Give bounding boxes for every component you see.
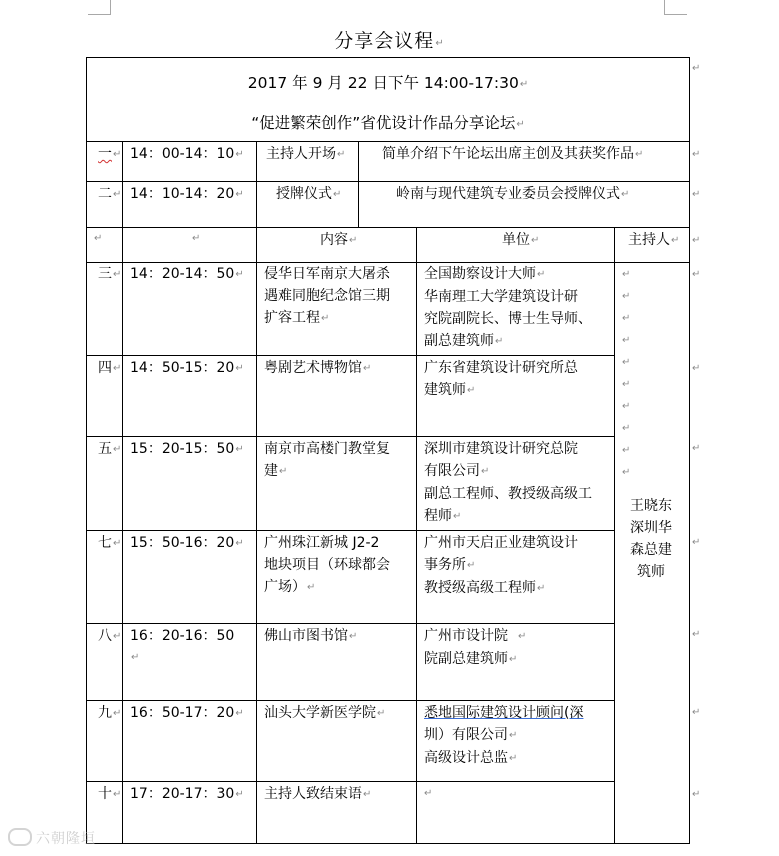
paragraph-mark-icon: ↵ — [235, 149, 244, 160]
unit-line: 副总工程师、教授级高级工 — [424, 486, 592, 502]
presenter-line: 森总建 — [630, 542, 672, 558]
paragraph-mark-icon: ↵ — [537, 583, 546, 594]
paragraph-mark-icon: ↵ — [622, 423, 631, 434]
paragraph-mark-icon: ↵ — [622, 291, 631, 302]
row-time — [130, 438, 244, 461]
row-time — [130, 532, 244, 555]
unit-line: 副总建筑师 — [424, 333, 494, 349]
paragraph-mark-icon: ↵ — [235, 189, 244, 200]
paragraph-mark-icon: ↵ — [113, 538, 122, 549]
paragraph-mark-icon: ↵ — [531, 235, 540, 246]
row-divider — [86, 781, 614, 782]
watermark — [8, 828, 96, 848]
row-content — [264, 357, 371, 380]
paragraph-mark-icon: ↵ — [435, 38, 445, 49]
paragraph-mark-icon: ↵ — [509, 730, 518, 741]
row-unit — [424, 357, 578, 402]
paragraph-mark-icon: ↵ — [113, 631, 122, 642]
row-divider — [86, 141, 690, 142]
page-corner-mark-left — [88, 0, 111, 15]
row-time-text: 16：20-16：50 — [130, 628, 235, 644]
table-border-top — [86, 57, 690, 58]
paragraph-mark-icon: ↵ — [622, 269, 631, 280]
row-time-text: 14：50-15：20 — [130, 360, 235, 376]
row-number — [98, 183, 121, 206]
row-description-text: 简单介绍下午论坛出席主创及其获奖作品 — [382, 146, 634, 162]
row-time-text: 15：20-15：50 — [130, 441, 235, 457]
paragraph-mark-icon: ↵ — [467, 385, 476, 396]
column-divider — [256, 141, 257, 844]
row-end-mark-icon: ↵ — [692, 63, 701, 74]
row-end-mark-icon: ↵ — [692, 363, 701, 374]
paragraph-mark-icon: ↵ — [516, 119, 525, 130]
row-description — [396, 183, 629, 206]
unit-line: 有限公司 — [424, 463, 480, 479]
paragraph-mark-icon: ↵ — [635, 149, 644, 160]
event-datetime-text: 2017 年 9 月 22 日下午 14:00-17:30 — [247, 74, 519, 92]
unit-line: 建筑师 — [424, 382, 466, 398]
paragraph-mark-icon: ↵ — [518, 631, 527, 642]
row-time-text: 14：10-14：20 — [130, 186, 235, 202]
row-title-text: 授牌仪式 — [276, 186, 332, 202]
row-number-text: 一 — [98, 146, 112, 162]
unit-line: 华南理工大学建筑设计研 — [424, 289, 578, 305]
column-divider — [122, 141, 123, 844]
row-description — [382, 143, 643, 166]
paragraph-mark-icon: ↵ — [235, 444, 244, 455]
row-divider — [86, 227, 690, 228]
row-divider — [86, 355, 614, 356]
row-number-text: 五 — [98, 441, 112, 457]
content-line: 地块项目（环球都会 — [264, 557, 390, 573]
row-end-mark-icon: ↵ — [692, 149, 701, 160]
row-time — [130, 357, 244, 380]
page-corner-mark-right — [664, 0, 687, 15]
row-time — [130, 783, 244, 806]
paragraph-mark-icon: ↵ — [113, 708, 122, 719]
unit-line: 圳）有限公司 — [424, 727, 508, 743]
watermark-logo-icon — [8, 828, 32, 846]
paragraph-mark-icon: ↵ — [192, 233, 201, 244]
paragraph-mark-icon: ↵ — [622, 445, 631, 456]
unit-line: 高级设计总监 — [424, 750, 508, 766]
watermark-text: 六朝隆垣 — [36, 831, 96, 847]
paragraph-mark-icon: ↵ — [321, 313, 330, 324]
row-content — [264, 532, 390, 599]
row-end-mark-icon: ↵ — [692, 789, 701, 800]
row-unit — [424, 438, 592, 528]
paragraph-mark-icon: ↵ — [279, 466, 288, 477]
presenter-line: 王晓东 — [630, 498, 672, 514]
unit-line: 悉地国际建筑设计顾问(深 — [424, 705, 584, 721]
column-divider — [358, 141, 359, 227]
row-title — [266, 143, 345, 166]
paragraph-mark-icon: ↵ — [235, 708, 244, 719]
row-time-text: 15：50-16：20 — [130, 535, 235, 551]
paragraph-mark-icon: ↵ — [113, 444, 122, 455]
row-number — [98, 625, 121, 648]
row-time-text: 14：20-14：50 — [130, 266, 235, 282]
paragraph-mark-icon: ↵ — [349, 235, 358, 246]
document-title — [0, 26, 779, 53]
unit-line: 全国勘察设计大师 — [424, 266, 536, 282]
unit-line: 广州市设计院 — [424, 628, 508, 644]
unit-line: 程师 — [424, 508, 452, 524]
paragraph-mark-icon: ↵ — [363, 789, 372, 800]
row-number-text: 四 — [98, 360, 112, 376]
paragraph-mark-icon: ↵ — [467, 560, 476, 571]
content-line: 建 — [264, 463, 278, 479]
row-end-mark-icon: ↵ — [692, 269, 701, 280]
column-header-content-text: 内容 — [320, 232, 348, 248]
presenter-cell — [614, 495, 688, 583]
column-header-content — [320, 229, 357, 252]
unit-line: 院副总建筑师 — [424, 651, 508, 667]
row-end-mark-icon: ↵ — [692, 537, 701, 548]
paragraph-mark-icon: ↵ — [337, 149, 346, 160]
agenda-table — [86, 57, 701, 843]
row-unit — [424, 702, 583, 770]
row-content — [264, 783, 371, 806]
row-number-text: 八 — [98, 628, 112, 644]
row-number — [98, 438, 121, 461]
row-end-mark-icon: ↵ — [692, 189, 701, 200]
forum-title-text: “促进繁荣创作”省优设计作品分享论坛 — [251, 114, 516, 132]
paragraph-mark-icon: ↵ — [235, 538, 244, 549]
content-line: 南京市高楼门教堂复 — [264, 441, 390, 457]
row-divider — [86, 181, 690, 182]
paragraph-mark-icon: ↵ — [235, 789, 244, 800]
paragraph-mark-icon: ↵ — [235, 269, 244, 280]
content-line: 汕头大学新医学院 — [264, 705, 376, 721]
paragraph-mark-icon: ↵ — [519, 79, 529, 90]
unit-line: 深圳市建筑设计研究总院 — [424, 441, 578, 457]
presenter-line: 筑师 — [637, 564, 665, 580]
paragraph-mark-icon: ↵ — [509, 753, 518, 764]
paragraph-mark-icon: ↵ — [94, 233, 103, 244]
row-time-text: 17：20-17：30 — [130, 786, 235, 802]
row-title — [276, 183, 341, 206]
content-line: 广场） — [264, 579, 306, 595]
row-divider — [86, 436, 614, 437]
paragraph-mark-icon: ↵ — [235, 363, 244, 374]
paragraph-mark-icon: ↵ — [481, 466, 490, 477]
unit-line: 广东省建筑设计研究所总 — [424, 360, 578, 376]
unit-line: 事务所 — [424, 557, 466, 573]
paragraph-mark-icon: ↵ — [537, 269, 546, 280]
paragraph-mark-icon: ↵ — [622, 379, 631, 390]
column-header-unit — [502, 229, 539, 252]
paragraph-mark-icon: ↵ — [495, 336, 504, 347]
paragraph-mark-icon: ↵ — [113, 789, 122, 800]
content-line: 佛山市图书馆 — [264, 628, 348, 644]
row-time — [130, 702, 244, 725]
document-title-text: 分享会议程 — [334, 30, 435, 52]
paragraph-mark-icon: ↵ — [349, 631, 358, 642]
paragraph-mark-icon: ↵ — [622, 335, 631, 346]
paragraph-mark-icon: ↵ — [113, 189, 122, 200]
column-divider — [416, 227, 417, 844]
row-number — [98, 357, 121, 380]
paragraph-mark-icon: ↵ — [622, 401, 631, 412]
paragraph-mark-icon: ↵ — [131, 652, 140, 663]
row-end-mark-icon: ↵ — [692, 707, 701, 718]
row-number-text: 三 — [98, 266, 112, 282]
content-line: 粤剧艺术博物馆 — [264, 360, 362, 376]
row-number — [98, 532, 121, 555]
row-unit — [424, 625, 526, 671]
unit-line: 教授级高级工程师 — [424, 580, 536, 596]
table-border-right — [689, 57, 690, 844]
row-time — [130, 183, 244, 206]
row-number-text: 二 — [98, 186, 112, 202]
presenter-line: 深圳华 — [630, 520, 672, 536]
paragraph-mark-icon: ↵ — [113, 269, 122, 280]
column-header-host-text: 主持人 — [628, 232, 670, 248]
content-line — [264, 307, 390, 330]
paragraph-mark-icon: ↵ — [307, 582, 316, 593]
row-end-mark-icon: ↵ — [692, 235, 701, 246]
content-line: 广州珠江新城 J2-2 — [264, 535, 380, 551]
row-content — [264, 625, 357, 648]
row-time — [130, 143, 244, 166]
unit-line: 广州市天启正业建筑设计 — [424, 535, 578, 551]
row-description-text: 岭南与现代建筑专业委员会授牌仪式 — [396, 186, 620, 202]
row-content — [264, 702, 385, 725]
column-header-host — [628, 229, 679, 252]
row-number — [98, 263, 121, 286]
content-line: 主持人致结束语 — [264, 786, 362, 802]
paragraph-mark-icon: ↵ — [113, 149, 122, 160]
row-number-text: 十 — [98, 786, 112, 802]
row-unit — [424, 263, 592, 353]
unit-line: 究院副院长、博士生导师、 — [424, 311, 592, 327]
paragraph-mark-icon: ↵ — [363, 363, 372, 374]
paragraph-mark-icon: ↵ — [424, 788, 433, 799]
paragraph-mark-icon: ↵ — [622, 357, 631, 368]
paragraph-mark-icon: ↵ — [377, 708, 386, 719]
content-line: 遇难同胞纪念馆三期 — [264, 288, 390, 304]
row-divider — [86, 623, 614, 624]
row-content — [264, 438, 390, 483]
forum-title — [86, 111, 690, 133]
paragraph-mark-icon: ↵ — [453, 511, 462, 522]
paragraph-mark-icon: ↵ — [113, 363, 122, 374]
row-time-text: 14：00-14：10 — [130, 146, 235, 162]
column-header-unit-text: 单位 — [502, 232, 530, 248]
event-datetime — [86, 71, 690, 93]
row-divider — [86, 700, 614, 701]
table-border-bottom — [86, 843, 690, 844]
row-number-text: 七 — [98, 535, 112, 551]
row-number — [98, 783, 121, 806]
row-number — [98, 143, 121, 166]
row-title-text: 主持人开场 — [266, 146, 336, 162]
table-border-left — [86, 57, 87, 844]
row-number — [98, 702, 121, 725]
row-divider — [86, 530, 614, 531]
paragraph-mark-icon: ↵ — [621, 189, 630, 200]
content-line-text: 扩容工程 — [264, 310, 320, 326]
paragraph-mark-icon: ↵ — [333, 189, 342, 200]
paragraph-mark-icon: ↵ — [622, 467, 631, 478]
paragraph-mark-icon: ↵ — [671, 235, 680, 246]
row-unit — [424, 532, 578, 600]
paragraph-mark-icon: ↵ — [509, 654, 518, 665]
row-number-text: 九 — [98, 705, 112, 721]
row-time-text: 16：50-17：20 — [130, 705, 235, 721]
row-content — [264, 263, 390, 330]
content-line: 侵华日军南京大屠杀 — [264, 266, 390, 282]
paragraph-mark-icon: ↵ — [622, 313, 631, 324]
row-time — [130, 263, 244, 286]
row-time — [130, 625, 234, 669]
row-end-mark-icon: ↵ — [692, 629, 701, 640]
row-end-mark-icon: ↵ — [692, 443, 701, 454]
